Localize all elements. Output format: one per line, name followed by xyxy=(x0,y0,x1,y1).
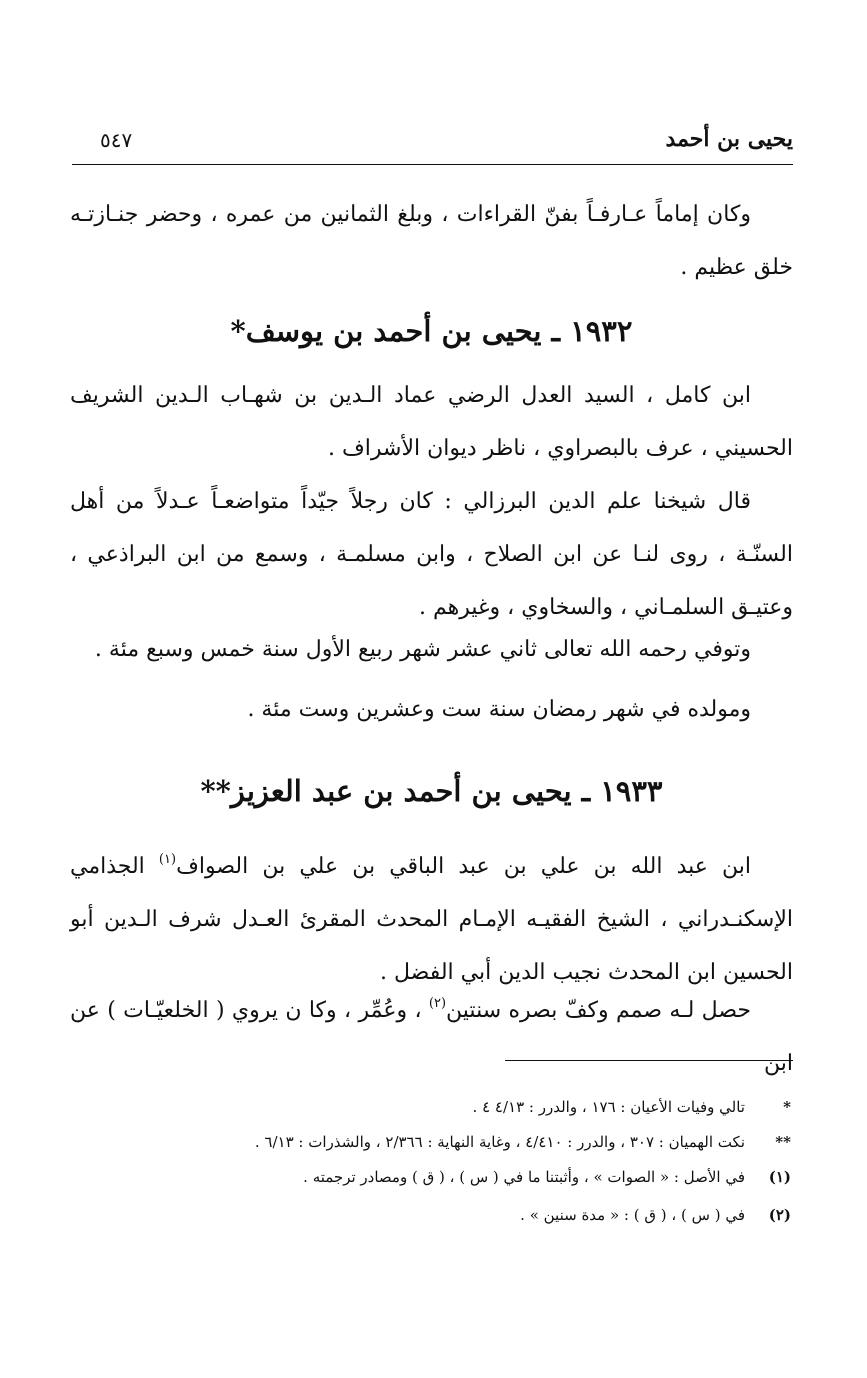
footnote-text: نكت الهميان : ٣٠٧ ، والدرر : ٤/٤١٠ ، وغاية النهاية : ٢/٣٦٦ ، والشذرات : ٦/١٣ . xyxy=(254,1133,745,1151)
entry-1932-paragraph-4 xyxy=(70,683,793,736)
footnote-divider xyxy=(505,1060,793,1061)
continuation-text: وكان إماماً عـارفـاً بفنّ القراءات ، وبلغ الثمانين من عمره ، وحضر جنـازتـه خلق عظيم . xyxy=(70,202,793,280)
footnote-mark: (٢) xyxy=(768,1206,791,1224)
entry-1932-paragraph-4-text: ومولده في شهر رمضان سنة ست وعشرين وست مئة . xyxy=(247,697,751,722)
entry-1933-paragraph-1-text-b: الجذامي الإسكنـدراني ، الشيخ الفقيـه الإمـام المحدث المقرئ العـدل شرف الـدين أبو الحسين ابن المحدث نجيب الدين أبي الفضل . xyxy=(70,854,793,985)
entry-1932-paragraph-2 xyxy=(70,475,793,634)
footnote-ref-2[interactable]: (٢) xyxy=(428,996,447,1011)
entry-1933-paragraph-2 xyxy=(70,977,793,1090)
entry-1933-paragraph-2-text-b: ، وعُمِّر ، وكا ن يروي ( الخلعيّـات ) عن ابن xyxy=(70,998,793,1076)
entry-1932-paragraph-1 xyxy=(70,369,793,475)
footnote-item xyxy=(70,1168,791,1186)
footnote-mark: * xyxy=(783,1098,791,1116)
continuation-paragraph xyxy=(70,188,793,294)
footnote-item xyxy=(70,1206,791,1224)
footnote-mark: (١) xyxy=(768,1168,791,1186)
footnote-mark: ** xyxy=(775,1133,791,1151)
running-title: يحيى بن أحمد xyxy=(665,126,793,152)
footnote-item xyxy=(70,1133,791,1151)
entry-1932-paragraph-3-text: وتوفي رحمه الله تعالى ثاني عشر شهر ربيع الأول سنة خمس وسبع مئة . xyxy=(94,637,751,662)
entry-1933-paragraph-2-text-a: حصل لـه صمم وكفّ بصره سنتين xyxy=(446,998,751,1023)
footnote-ref-1[interactable]: (١) xyxy=(158,852,177,867)
footnote-text: في ( س ) ، ( ق ) : « مدة سنين » . xyxy=(520,1206,745,1224)
running-head xyxy=(72,120,793,165)
entry-1932-paragraph-3 xyxy=(70,623,793,676)
entry-1933-paragraph-1 xyxy=(70,833,793,999)
footnote-text: تالي وفيات الأعيان : ١٧٦ ، والدرر : ٤/١٣ ٤ . xyxy=(472,1098,745,1116)
entry-1932-paragraph-1-text: ابن كامل ، السيد العدل الرضي عماد الـدين بن شهـاب الـدين الشريف الحسيني ، عرف بالبصراوي ، ناظر ديوان الأشراف . xyxy=(70,383,793,461)
entry-1933-heading: ١٩٣٣ ـ يحيى بن أحمد بن عبد العزيز** xyxy=(200,774,663,808)
entry-1932-paragraph-2-text: قال شيخنا علم الدين البرزالي : كان رجلاً جيّداً متواضعـاً عـدلاً من أهل السنّـة ، روى لنـا عن ابن الصلاح ، وابن مسلمـة ، وسمع من ابن البراذعي ، وعتيـق السلمـاني ، والسخاوي ، وغيرهم . xyxy=(70,489,793,620)
entry-1933-paragraph-1-text-a: ابن عبد الله بن علي بن عبد الباقي بن علي بن الصواف xyxy=(176,854,751,879)
page-number: ٥٤٧ xyxy=(100,128,133,152)
footnote-item xyxy=(70,1098,791,1116)
entry-1932-heading: ١٩٣٢ ـ يحيى بن أحمد بن يوسف* xyxy=(230,314,633,348)
footnote-text: في الأصل : « الصوات » ، وأثبتنا ما في ( س ) ، ( ق ) ومصادر ترجمته . xyxy=(303,1168,745,1186)
